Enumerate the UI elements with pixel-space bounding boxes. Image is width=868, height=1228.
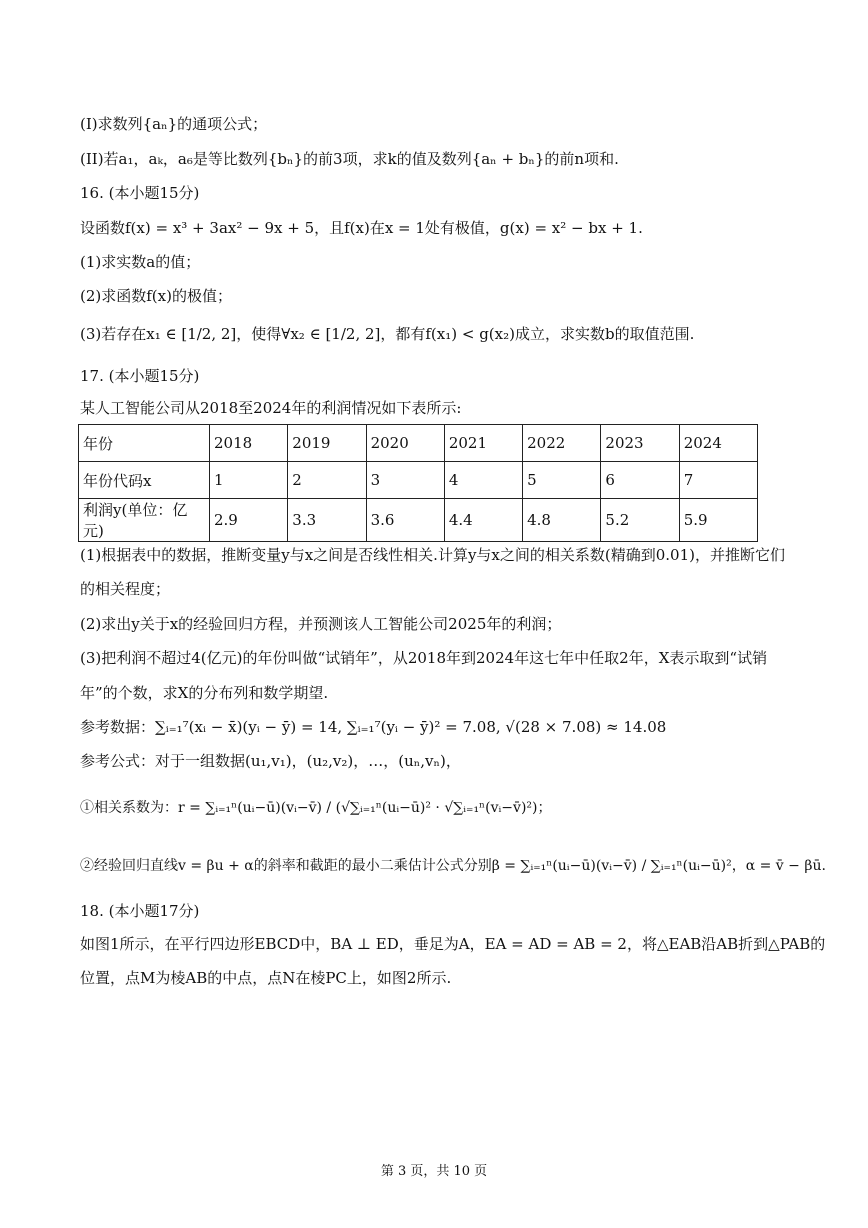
table-cell: 2023 — [601, 425, 679, 462]
table-cell: 4.8 — [523, 499, 601, 542]
p17-q1b: 的相关程度； — [80, 580, 171, 598]
table-cell: 3 — [366, 462, 444, 499]
table-cell: 3.6 — [366, 499, 444, 542]
page-footer: 第 3 页，共 10 页 — [380, 1164, 488, 1179]
p16-header: 16. (本小题15分) — [80, 184, 200, 202]
table-cell: 2020 — [366, 425, 444, 462]
p16-stem: 设函数f(x) = x³ + 3ax² − 9x + 5，且f(x)在x = 1处有极值，g(x) = x² − bx + 1. — [80, 219, 643, 237]
p15-part2: (II)若a₁，aₖ，a₆是等比数列{bₙ}的前3项，求k的值及数列{aₙ + bₙ}的前n项和. — [80, 150, 619, 168]
table-cell: 1 — [210, 462, 288, 499]
table-cell: 5.2 — [601, 499, 679, 542]
p16-q2: (2)求函数f(x)的极值； — [80, 287, 232, 305]
table-cell: 6 — [601, 462, 679, 499]
table-cell: 年份 — [79, 425, 210, 462]
p17-ref-data: 参考数据：∑ᵢ₌₁⁷(xᵢ − x̄)(yᵢ − ȳ) = 14, ∑ᵢ₌₁⁷(yᵢ − ȳ)² = 7.08, √(28 × 7.08) ≈ 14.08 — [80, 718, 667, 736]
profit-table — [78, 424, 758, 542]
p17-intro: 某人工智能公司从2018至2024年的利润情况如下表所示: — [80, 399, 462, 417]
table-cell: 2019 — [288, 425, 366, 462]
table-cell: 2022 — [523, 425, 601, 462]
table-cell: 2018 — [210, 425, 288, 462]
p17-q3a: (3)把利润不超过4(亿元)的年份叫做“试销年”，从2018年到2024年这七年中任取2年，X表示取到“试销 — [80, 649, 768, 667]
p18-header: 18. (本小题17分) — [80, 902, 200, 920]
table-cell: 4 — [444, 462, 522, 499]
table-cell: 3.3 — [288, 499, 366, 542]
p16-q3: (3)若存在x₁ ∈ [1/2, 2]，使得∀x₂ ∈ [1/2, 2]，都有f(x₁) < g(x₂)成立，求实数b的取值范围. — [80, 325, 695, 343]
table-row — [79, 425, 758, 462]
table-cell: 年份代码x — [79, 462, 210, 499]
table-cell: 2024 — [679, 425, 757, 462]
p17-formula1: ①相关系数为：r = ∑ᵢ₌₁ⁿ(uᵢ−ū)(vᵢ−v̄) / (√∑ᵢ₌₁ⁿ(uᵢ−ū)² · √∑ᵢ₌₁ⁿ(vᵢ−v̄)²)； — [80, 800, 552, 816]
table-cell: 4.4 — [444, 499, 522, 542]
table-cell: 2.9 — [210, 499, 288, 542]
p16-q1: (1)求实数a的值； — [80, 253, 201, 271]
p17-ref-formula: 参考公式：对于一组数据(u₁,v₁)，(u₂,v₂)，…，(uₙ,vₙ)， — [80, 752, 461, 770]
table-cell: 利润y(单位：亿元) — [79, 499, 210, 542]
p15-part1: (I)求数列{aₙ}的通项公式； — [80, 115, 268, 133]
table-cell: 7 — [679, 462, 757, 499]
p17-q3b: 年”的个数，求X的分布列和数学期望. — [80, 684, 329, 702]
table-row — [79, 499, 758, 542]
p17-formula2: ②经验回归直线v = βu + α的斜率和截距的最小二乘估计公式分别β = ∑ᵢ₌₁ⁿ(uᵢ−ū)(vᵢ−v̄) / ∑ᵢ₌₁ⁿ(uᵢ−ū)²，α = v̄ − βū. — [80, 858, 826, 874]
table-cell: 5 — [523, 462, 601, 499]
p18-line1: 如图1所示，在平行四边形EBCD中，BA ⊥ ED，垂足为A，EA = AD = AB = 2，将△EAB沿AB折到△PAB的 — [80, 935, 826, 953]
table-row — [79, 462, 758, 499]
p17-q2: (2)求出y关于x的经验回归方程，并预测该人工智能公司2025年的利润； — [80, 615, 562, 633]
p18-line2: 位置，点M为棱AB的中点，点N在棱PC上，如图2所示. — [80, 969, 452, 987]
p17-header: 17. (本小题15分) — [80, 367, 200, 385]
table-cell: 5.9 — [679, 499, 757, 542]
table-cell: 2 — [288, 462, 366, 499]
p17-q1a: (1)根据表中的数据，推断变量y与x之间是否线性相关.计算y与x之间的相关系数(精确到0.01)，并推断它们 — [80, 546, 785, 564]
table-cell: 2021 — [444, 425, 522, 462]
